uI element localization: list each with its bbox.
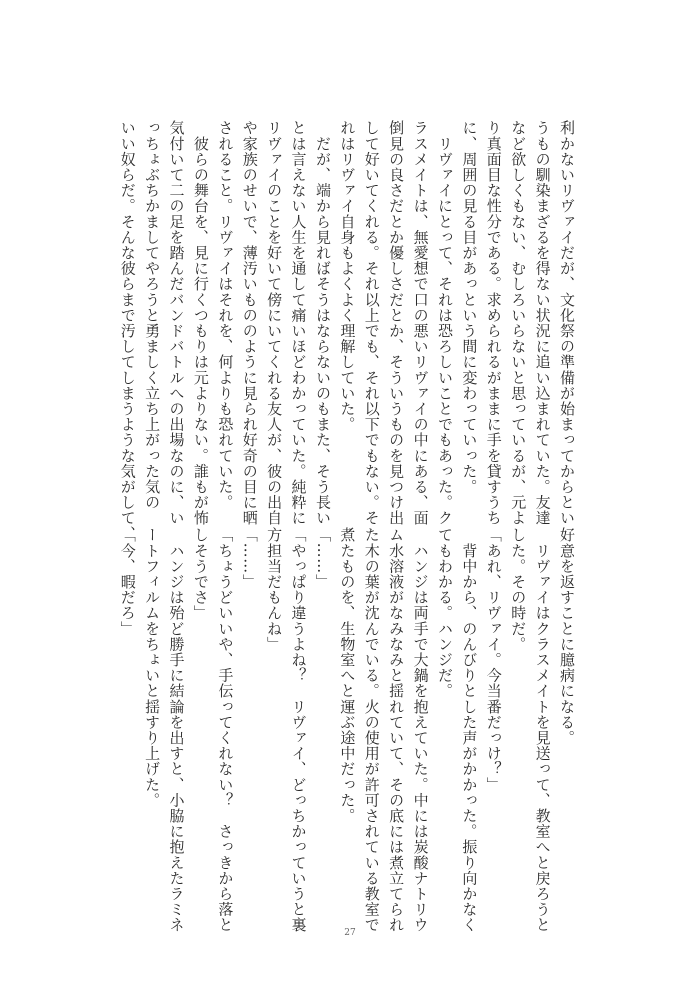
text-column: 彼らの舞台を、見に行くつもりは元よりない。誰もが怖 (191, 120, 210, 526)
text-column: 好意を返すことに臆病になる。 (558, 527, 576, 746)
text-column: 倒見の良さだとか優しさだとか、そういうものを見つけ出 (387, 120, 406, 526)
text-column: や家族のせいで、薄汚いもののように見られ好奇の目に晒 (240, 120, 259, 526)
text-column: リヴァイはクラスメイトを見送って、教室へと戻ろうと (533, 527, 552, 933)
text-column: ートフィルムをちょいと揺すり上げた。 (143, 527, 162, 808)
text-column: り真面目な性分である。求められるがままに手を貸すうち (484, 120, 503, 526)
text-column: た木の葉が沈んでいる。火の使用が許可されている教室で (362, 527, 381, 933)
text-column: れはリヴァイ自身もよくよく理解していた。 (338, 120, 357, 432)
text-column: しそうでさ」 (191, 527, 210, 621)
text-column: うもの馴染まざるを得ない状況に追い込まれていた。友達 (533, 120, 552, 526)
text-column: 「やっぱり違うよね？ リヴァイ、どっちかっていうと裏 (289, 527, 308, 933)
text-column: てもわかる。ハンジだ。 (435, 527, 454, 699)
text-column: 背中から、のんびりとした声がかかった。振り向かなく (460, 527, 479, 933)
text-column: ラスメイトは、無愛想で口の悪いリヴァイの中にある、面 (411, 120, 430, 526)
text-column: リヴァイのことを好いて傍にいてくれる友人が、彼の出自 (265, 120, 284, 526)
text-column: ハンジは両手で大鍋を抱えていた。中には炭酸ナトリウ (411, 527, 430, 933)
text-column: など欲しくもない、むしろいらないと思っているが、元よ (509, 120, 528, 526)
text-column: 煮たものを、生物室へと運ぶ途中だった。 (338, 527, 357, 824)
text-column: 「あれ、リヴァイ。今当番だっけ？」 (484, 527, 503, 793)
text-column: した。その時だ。 (509, 527, 528, 652)
text-column: 「今、暇だろ」 (118, 527, 137, 637)
text-column: 「……」 (313, 527, 332, 590)
text-column: だが、端から見ればそうはならないのもまた、そう長い (313, 120, 332, 526)
text-column: に、周囲の見る目があっという間に変わっていった。 (460, 120, 479, 495)
text-column: 利かないリヴァイだが、文化祭の準備が始まってからとい (558, 120, 576, 526)
page-number: 27 (344, 928, 356, 938)
text-column: リヴァイにとって、それは恐ろしいことでもあった。ク (435, 120, 454, 526)
text-column: して好いてくれる。それ以上でも、それ以下でもない。そ (362, 120, 381, 526)
text-column: っちょぶちかましてやろうと勇ましく立ち上がった気の (143, 120, 162, 510)
text-column: ハンジは殆ど勝手に結論を出すと、小脇に抱えたラミネ (167, 527, 186, 933)
text-column: ム水溶液がなみなみと揺れていて、その底には煮立てられ (387, 527, 406, 933)
text-column: とは言えない人生を通して痛いほどわかっていた。純粋に (289, 120, 308, 526)
text-block-top (117, 120, 579, 542)
text-column: いい奴らだ。そんな彼らまで汚してしまうような気がして、 (118, 120, 137, 542)
text-column: 気付いて二の足を踏んだバンドバトルへの出場なのに、い (167, 120, 186, 526)
text-column: 「……」 (240, 527, 259, 590)
text-column: 方担当だもんね」 (265, 527, 284, 652)
text-column: されること。リヴァイはそれを、何よりも恐れていた。 (216, 120, 235, 510)
text-column: 「ちょうどいいや、手伝ってくれない？ さっきから落と (216, 527, 235, 933)
